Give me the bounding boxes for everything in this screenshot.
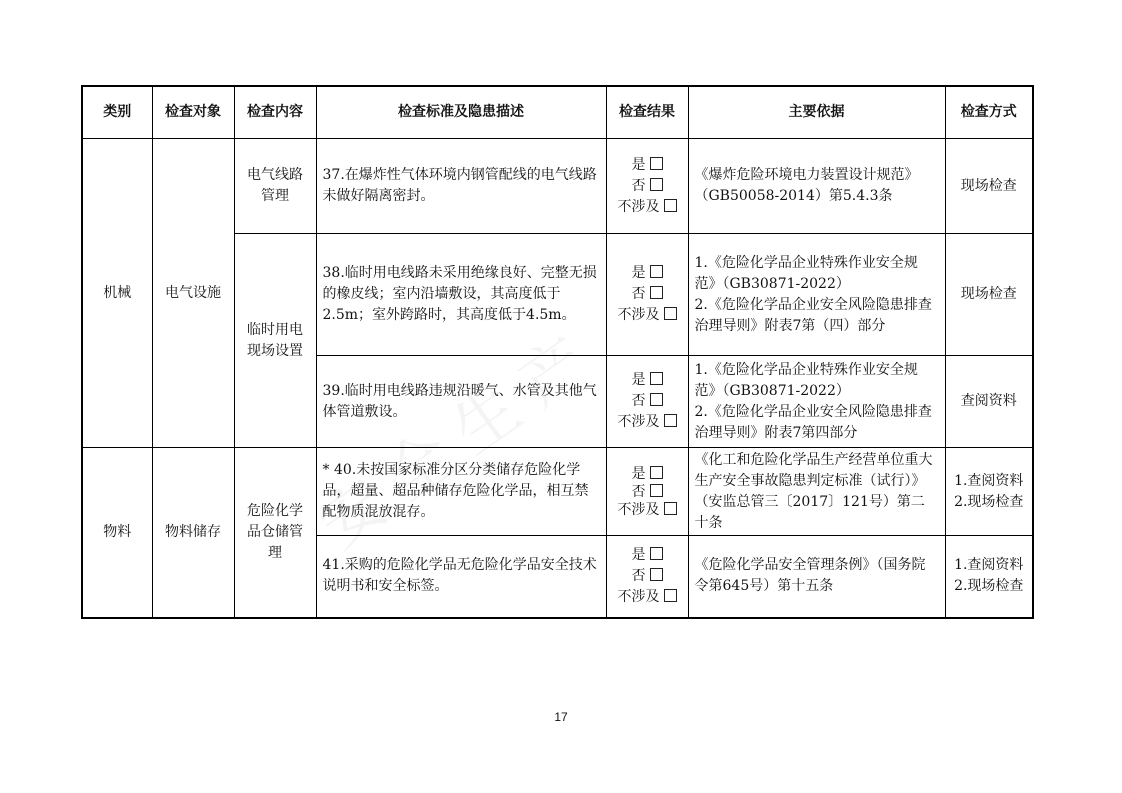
method-cell: [945, 536, 1033, 618]
category-cell: 机械: [82, 139, 152, 448]
result-cell: [606, 536, 688, 618]
basis-text: 《化工和危险化学品生产经营单位重大生产安全事故隐患判定标准（试行）》（安监总管三〔2017〕121号）第二十条: [694, 451, 933, 531]
method-text: 现场检查: [960, 177, 1017, 194]
yes-checkbox[interactable]: [650, 265, 663, 278]
no-checkbox[interactable]: [650, 178, 663, 191]
object-cell: 物料储存: [152, 448, 234, 618]
basis-text: 2.《危险化学品企业安全风险隐患排查治理导则》附表7第（四）部分: [694, 296, 932, 334]
option-no-label: 否: [631, 177, 646, 194]
option-yes-label: 是: [631, 372, 646, 388]
option-na-label: 不涉及: [617, 414, 660, 430]
method-text: 2.现场检查: [954, 493, 1024, 510]
option-no-label: 否: [631, 483, 646, 500]
yes-checkbox[interactable]: [650, 372, 663, 385]
header-result: 检查结果: [606, 86, 688, 139]
no-checkbox[interactable]: [650, 484, 663, 497]
page-number: 17: [554, 710, 568, 724]
table-header-row: [82, 86, 1033, 139]
no-checkbox[interactable]: [650, 568, 663, 581]
basis-text: 《危险化学品安全管理条例》（国务院令第645号）第十五条: [694, 557, 926, 595]
method-cell: [945, 448, 1033, 536]
option-yes-label: 是: [631, 465, 646, 482]
yes-checkbox[interactable]: [650, 547, 663, 560]
method-text: 现场检查: [960, 286, 1017, 302]
option-na-label: 不涉及: [617, 198, 660, 215]
content-cell: 电气线路管理: [234, 139, 316, 234]
standard-cell: 39.临时用电线路违规沿暖气、水管及其他气体管道敷设。: [316, 356, 606, 448]
option-na-label: 不涉及: [617, 588, 660, 605]
header-category: 类别: [82, 86, 152, 139]
content-cell: 临时用电现场设置: [234, 234, 316, 448]
method-cell: [945, 356, 1033, 448]
basis-cell: [688, 536, 945, 618]
method-cell: [945, 234, 1033, 356]
header-method: 检查方式: [945, 86, 1033, 139]
method-text: 1.查阅资料: [954, 557, 1024, 574]
method-text: 2.现场检查: [954, 578, 1024, 595]
header-basis: 主要依据: [688, 86, 945, 139]
object-cell: 电气设施: [152, 139, 234, 448]
option-yes-label: 是: [631, 156, 646, 173]
na-checkbox[interactable]: [664, 199, 677, 212]
header-object: 检查对象: [152, 86, 234, 139]
option-yes-label: 是: [631, 546, 646, 563]
option-na-label: 不涉及: [617, 307, 660, 323]
na-checkbox[interactable]: [664, 307, 677, 320]
content-cell: 危险化学品仓储管理: [234, 448, 316, 618]
basis-cell: [688, 448, 945, 536]
table-row: [82, 139, 1033, 234]
yes-checkbox[interactable]: [650, 466, 663, 479]
standard-cell: 37.在爆炸性气体环境内钢管配线的电气线路未做好隔离密封。: [316, 139, 606, 234]
standard-cell: * 40.未按国家标准分区分类储存危险化学品，超量、超品种储存危险化学品，相互禁配物质混放混存。: [316, 448, 606, 536]
result-cell: [606, 356, 688, 448]
basis-cell: [688, 234, 945, 356]
no-checkbox[interactable]: [650, 393, 663, 406]
option-no-label: 否: [631, 286, 646, 302]
header-content: 检查内容: [234, 86, 316, 139]
basis-text: 1.《危险化学品企业特殊作业安全规范》（GB30871-2022）: [694, 361, 918, 399]
no-checkbox[interactable]: [650, 286, 663, 299]
basis-cell: [688, 139, 945, 234]
standard-cell: 41.采购的危险化学品无危险化学品安全技术说明书和安全标签。: [316, 536, 606, 618]
na-checkbox[interactable]: [664, 589, 677, 602]
method-cell: [945, 139, 1033, 234]
inspection-table: [81, 85, 1034, 619]
standard-cell: 38.临时用电线路未采用绝缘良好、完整无损的橡皮线；室内沿墙敷设，其高度低于2.5m；室外跨路时，其高度低于4.5m。: [316, 234, 606, 356]
option-no-label: 否: [631, 393, 646, 409]
method-text: 1.查阅资料: [954, 472, 1024, 489]
result-cell: [606, 234, 688, 356]
na-checkbox[interactable]: [664, 414, 677, 427]
option-yes-label: 是: [631, 265, 646, 281]
category-cell: 物料: [82, 448, 152, 618]
option-no-label: 否: [631, 567, 646, 584]
method-text: 查阅资料: [960, 393, 1017, 409]
header-standard: 检查标准及隐患描述: [316, 86, 606, 139]
table-row: [82, 448, 1033, 536]
basis-cell: [688, 356, 945, 448]
basis-text: 1.《危险化学品企业特殊作业安全规范》（GB30871-2022）: [694, 254, 918, 292]
result-cell: [606, 448, 688, 536]
option-na-label: 不涉及: [617, 501, 660, 518]
na-checkbox[interactable]: [664, 502, 677, 515]
basis-text: 2.《危险化学品企业安全风险隐患排查治理导则》附表7第四部分: [694, 403, 932, 441]
result-cell: [606, 139, 688, 234]
yes-checkbox[interactable]: [650, 157, 663, 170]
basis-text: 《爆炸危险环境电力装置设计规范》（GB50058-2014）第5.4.3条: [694, 167, 919, 204]
